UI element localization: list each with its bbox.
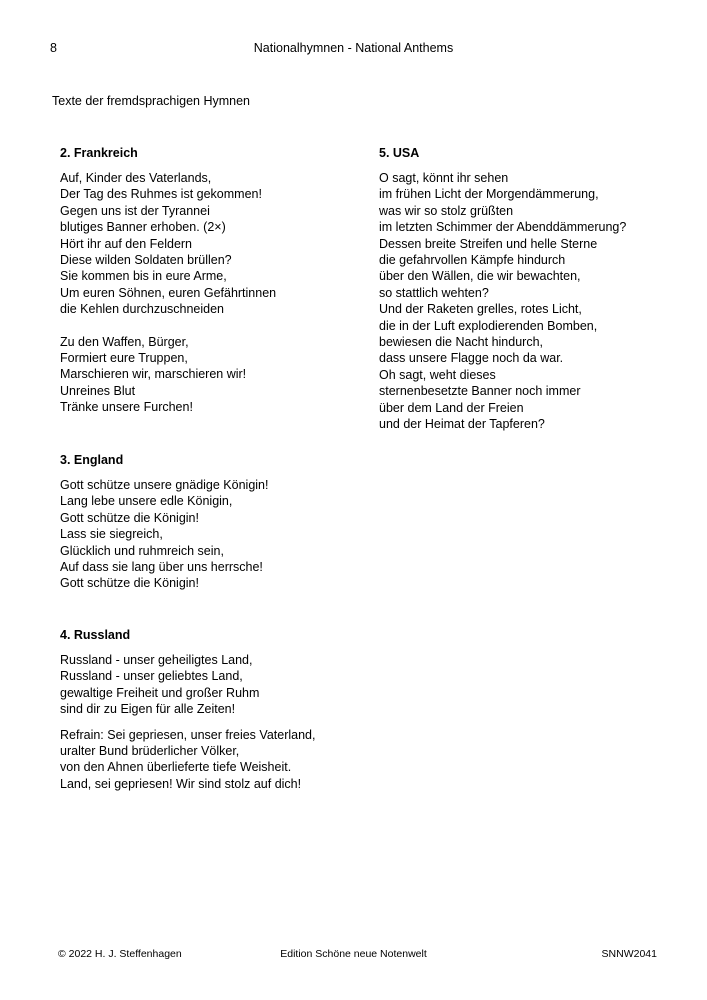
copyright-text: © 2022 H. J. Steffenhagen [58, 948, 182, 960]
verse-line: die in der Luft explodierenden Bomben, [379, 318, 598, 333]
verse-line: Unreines Blut [60, 383, 136, 398]
verse-line: im letzten Schimmer der Abenddämmerung? [379, 220, 627, 235]
verse-line: Diese wilden Soldaten brüllen? [60, 253, 232, 268]
section-frankreich [60, 145, 276, 416]
verse-line: was wir so stolz grüßten [379, 203, 514, 218]
verse-line: Refrain: Sei gepriesen, unser freies Vaterland, [60, 727, 316, 742]
verse [60, 334, 276, 416]
verse-line: Lass sie siegreich, [60, 527, 163, 542]
page-number: 8 [50, 41, 57, 55]
verse [60, 477, 268, 592]
verse-line: blutiges Banner erhoben. (2×) [60, 220, 226, 235]
verse-line: uralter Bund brüderlicher Völker, [60, 744, 240, 759]
verse-line: Auf, Kinder des Vaterlands, [60, 171, 212, 185]
verse-line: Russland - unser geheiligtes Land, [60, 653, 253, 667]
section-russland [60, 627, 315, 792]
verse-line: Tränke unsere Furchen! [60, 400, 193, 415]
verse [60, 652, 315, 718]
verse-line: Hört ihr auf den Feldern [60, 236, 193, 251]
verse-line: Gott schütze die Königin! [60, 510, 199, 525]
verse-line: O sagt, könnt ihr sehen [379, 171, 509, 185]
verse-line: Gott schütze unsere gnädige Königin! [60, 478, 269, 492]
page-subtitle: Texte der fremdsprachigen Hymnen [52, 94, 251, 108]
page-header [0, 41, 707, 61]
verse-line: Um euren Söhnen, euren Gefährtinnen [60, 285, 277, 300]
verse-line: die Kehlen durchzuschneiden [60, 302, 225, 317]
section-heading: 4. Russland [60, 628, 131, 642]
verse-line: Gegen uns ist der Tyrannei [60, 203, 210, 218]
section-heading: 2. Frankreich [60, 146, 138, 160]
verse-line: und der Heimat der Tapferen? [379, 417, 545, 432]
verse-line: Auf dass sie lang über uns herrsche! [60, 560, 263, 575]
verse-line: Und der Raketen grelles, rotes Licht, [379, 302, 582, 317]
edition-name: Edition Schöne neue Notenwelt [280, 948, 427, 960]
verse-line: Der Tag des Ruhmes ist gekommen! [60, 187, 262, 202]
refrain [60, 727, 315, 793]
verse-line: die gefahrvollen Kämpfe hindurch [379, 253, 566, 268]
section-heading: 3. England [60, 453, 124, 467]
verse-line: gewaltige Freiheit und großer Ruhm [60, 685, 260, 700]
verse-line: von den Ahnen überlieferte tiefe Weisheit. [60, 760, 292, 775]
verse-line: im frühen Licht der Morgendämmerung, [379, 187, 599, 202]
section-england [60, 452, 268, 592]
verse-line: Zu den Waffen, Bürger, [60, 334, 189, 349]
page-title: Nationalhymnen - National Anthems [253, 41, 454, 55]
verse-line: Glücklich und ruhmreich sein, [60, 543, 224, 558]
section-heading: 5. USA [379, 146, 420, 160]
edition-code: SNNW2041 [601, 948, 657, 960]
verse-line: über dem Land der Freien [379, 400, 524, 415]
verse [60, 170, 276, 318]
verse-line: Formiert eure Truppen, [60, 351, 188, 366]
verse-line: bewiesen die Nacht hindurch, [379, 335, 543, 350]
verse-line: Lang lebe unsere edle Königin, [60, 494, 233, 509]
verse-line: über den Wällen, die wir bewachten, [379, 269, 581, 284]
verse-line: Gott schütze die Königin! [60, 576, 199, 591]
verse-line: Dessen breite Streifen und helle Sterne [379, 236, 598, 251]
verse-line: Sie kommen bis in eure Arme, [60, 269, 227, 284]
verse-line: Land, sei gepriesen! Wir sind stolz auf dich! [60, 776, 302, 791]
verse-line: sternenbesetzte Banner noch immer [379, 384, 581, 399]
verse-line: Oh sagt, weht dieses [379, 367, 496, 382]
verse-line: Marschieren wir, marschieren wir! [60, 367, 247, 382]
verse-line: dass unsere Flagge noch da war. [379, 351, 564, 366]
verse-line: sind dir zu Eigen für alle Zeiten! [60, 702, 236, 717]
verse-line: Russland - unser geliebtes Land, [60, 669, 243, 684]
verse-line: so stattlich wehten? [379, 285, 489, 300]
section-usa [379, 145, 626, 433]
verse [379, 170, 626, 433]
